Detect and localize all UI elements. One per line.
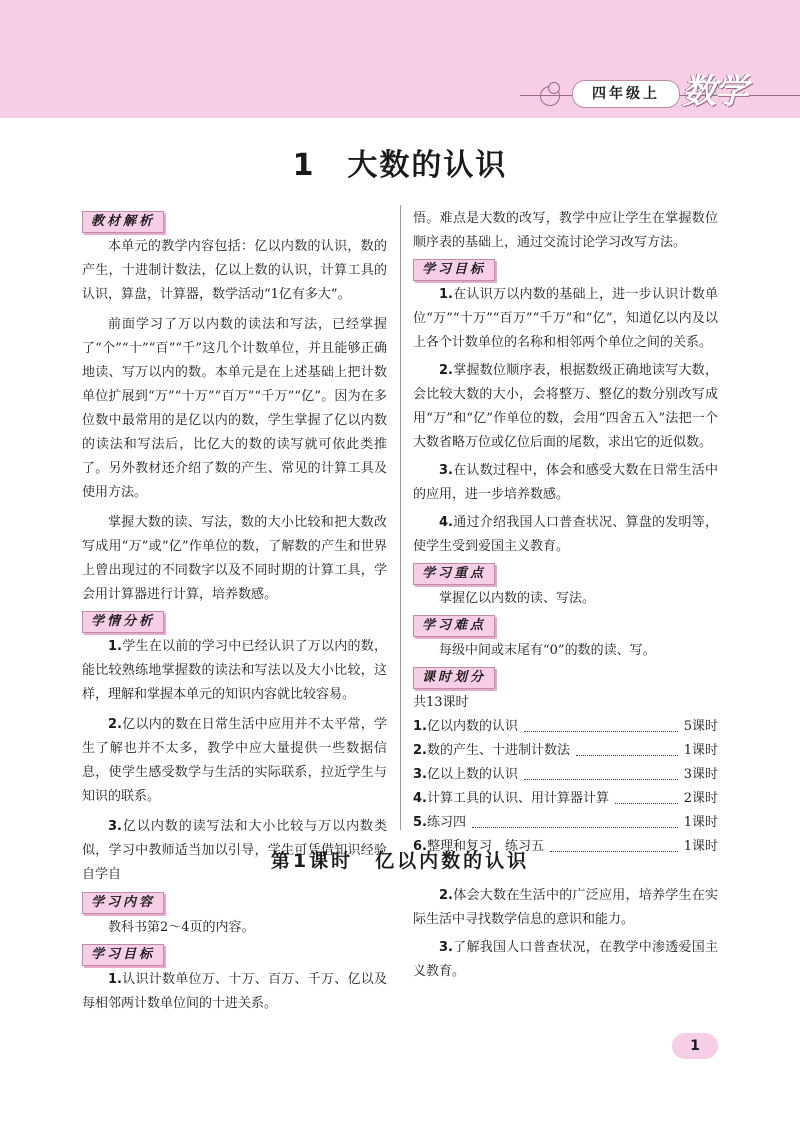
leader-dots	[615, 787, 678, 804]
right-column	[413, 207, 718, 859]
schedule-item: 6.整理和复习 练习五	[413, 839, 544, 854]
leader-dots	[576, 739, 678, 756]
schedule-hours: 5课时	[683, 719, 718, 734]
leader-dots	[524, 715, 678, 732]
leader-dots	[524, 763, 678, 780]
schedule-item: 5.练习四	[413, 815, 466, 830]
paragraph: 本单元的教学内容包括：亿以内数的认识，数的产生，十进制计数法，亿以上数的认识，计算工具的认识，算盘，计算器，数学活动“1亿有多大”。	[82, 239, 387, 302]
section-tag: 学习目标	[82, 944, 164, 966]
schedule-hours: 1课时	[683, 815, 718, 830]
schedule-item: 4.计算工具的认识、用计算器计算	[413, 791, 609, 806]
lesson-title: 第1课时 亿以内数的认识	[270, 850, 530, 872]
schedule-row	[413, 739, 718, 763]
paragraph: 共13课时	[413, 695, 469, 710]
paragraph: 教科书第2～4页的内容。	[108, 920, 255, 935]
page-number: 1	[672, 1033, 718, 1059]
swirl-icon	[548, 82, 560, 94]
schedule-row	[413, 715, 718, 739]
lesson-left-column	[82, 888, 387, 1016]
section-tag: 课时划分	[413, 667, 495, 689]
section-tag: 学习重点	[413, 563, 495, 585]
schedule-item: 2.数的产生、十进制计数法	[413, 743, 570, 758]
paragraph: 4.通过介绍我国人口普查状况、算盘的发明等，使学生受到爱国主义教育。	[413, 515, 718, 554]
page-header	[0, 0, 800, 118]
subject-label: 数学	[682, 72, 746, 112]
schedule-list	[413, 715, 718, 859]
column-divider	[400, 205, 401, 830]
paragraph: 2.掌握数位顺序表，根据数级正确地读写大数，会比较大数的大小，会将整万、整亿的数分别改写成用“万”和“亿”作单位的数，会用“四舍五入”法把一个大数省略万位或亿位后面的尾数，求出它的近似数。	[413, 363, 718, 450]
paragraph: 3.了解我国人口普查状况，在教学中渗透爱国主义教育。	[413, 940, 718, 979]
schedule-hours: 1课时	[683, 839, 718, 854]
paragraph: 悟。难点是大数的改写，教学中应让学生在掌握数位顺序表的基础上，通过交流讨论学习改写方法。	[413, 211, 718, 250]
paragraph: 2.亿以内的数在日常生活中应用并不太平常，学生了解也并不太多，教学中应大量提供一些数据信息，使学生感受数学与生活的实际联系，拉近学生与知识的联系。	[82, 717, 387, 804]
leader-dots	[472, 811, 678, 828]
schedule-hours: 2课时	[683, 791, 718, 806]
paragraph: 掌握大数的读、写法，数的大小比较和把大数改写成用“万”或“亿”作单位的数，了解数的产生和世界上曾出现过的不同数字以及不同时期的计算工具，学会用计算器进行计算，培养数感。	[82, 515, 387, 602]
schedule-row	[413, 787, 718, 811]
schedule-row	[413, 763, 718, 787]
schedule-item: 1.亿以内数的认识	[413, 719, 518, 734]
section-tag: 学情分析	[82, 611, 164, 633]
lesson-right-column	[413, 884, 718, 984]
paragraph: 1.学生在以前的学习中已经认识了万以内的数，能比较熟练地掌握数的读法和写法以及大小比较，这样，理解和掌握本单元的知识内容就比较容易。	[82, 639, 387, 702]
schedule-item: 3.亿以上数的认识	[413, 767, 518, 782]
paragraph: 3.在认数过程中，体会和感受大数在日常生活中的应用，进一步培养数感。	[413, 463, 718, 502]
paragraph: 1.在认识万以内数的基础上，进一步认识计数单位“万”“十万”“百万”“千万”和“亿”，知道亿以内及以上各个计数单位的名称和相邻两个单位之间的关系。	[413, 287, 718, 350]
paragraph: 1.认识计数单位万、十万、百万、千万、亿以及每相邻两计数单位间的十进关系。	[82, 972, 387, 1011]
paragraph: 2.体会大数在生活中的广泛应用，培养学生在实际生活中寻找数学信息的意识和能力。	[413, 888, 718, 927]
section-tag: 教材解析	[82, 211, 164, 233]
section-tag: 学习内容	[82, 892, 164, 914]
schedule-hours: 3课时	[683, 767, 718, 782]
paragraph: 掌握亿以内数的读、写法。	[439, 591, 596, 606]
left-column	[82, 207, 387, 887]
schedule-hours: 1课时	[683, 743, 718, 758]
schedule-row	[413, 811, 718, 835]
paragraph: 3.亿以内数的读写法和大小比较与万以内数类似，学习中教师适当加以引导，学生可凭借知识经验自学自	[82, 819, 387, 882]
section-tag: 学习目标	[413, 259, 495, 281]
section-tag: 学习难点	[413, 615, 495, 637]
paragraph: 前面学习了万以内数的读法和写法，已经掌握了“个”“十”“百”“千”这几个计数单位，并且能够正确地读、写万以内的数。本单元是在上述基础上把计数单位扩展到“万”“十万”“百万”“千万”“亿”。因为在多位数中最常用的是亿以内的数，学生掌握了亿以内数的读法和写法后，比亿大的数的读写就可依此类推了。另外教材还介绍了数的产生、常见的计算工具及使用方法。	[82, 317, 387, 500]
page-title: 1 大数的认识	[292, 148, 508, 183]
grade-label: 四年级上	[572, 80, 680, 108]
paragraph: 每级中间或末尾有“0”的数的读、写。	[439, 643, 656, 658]
